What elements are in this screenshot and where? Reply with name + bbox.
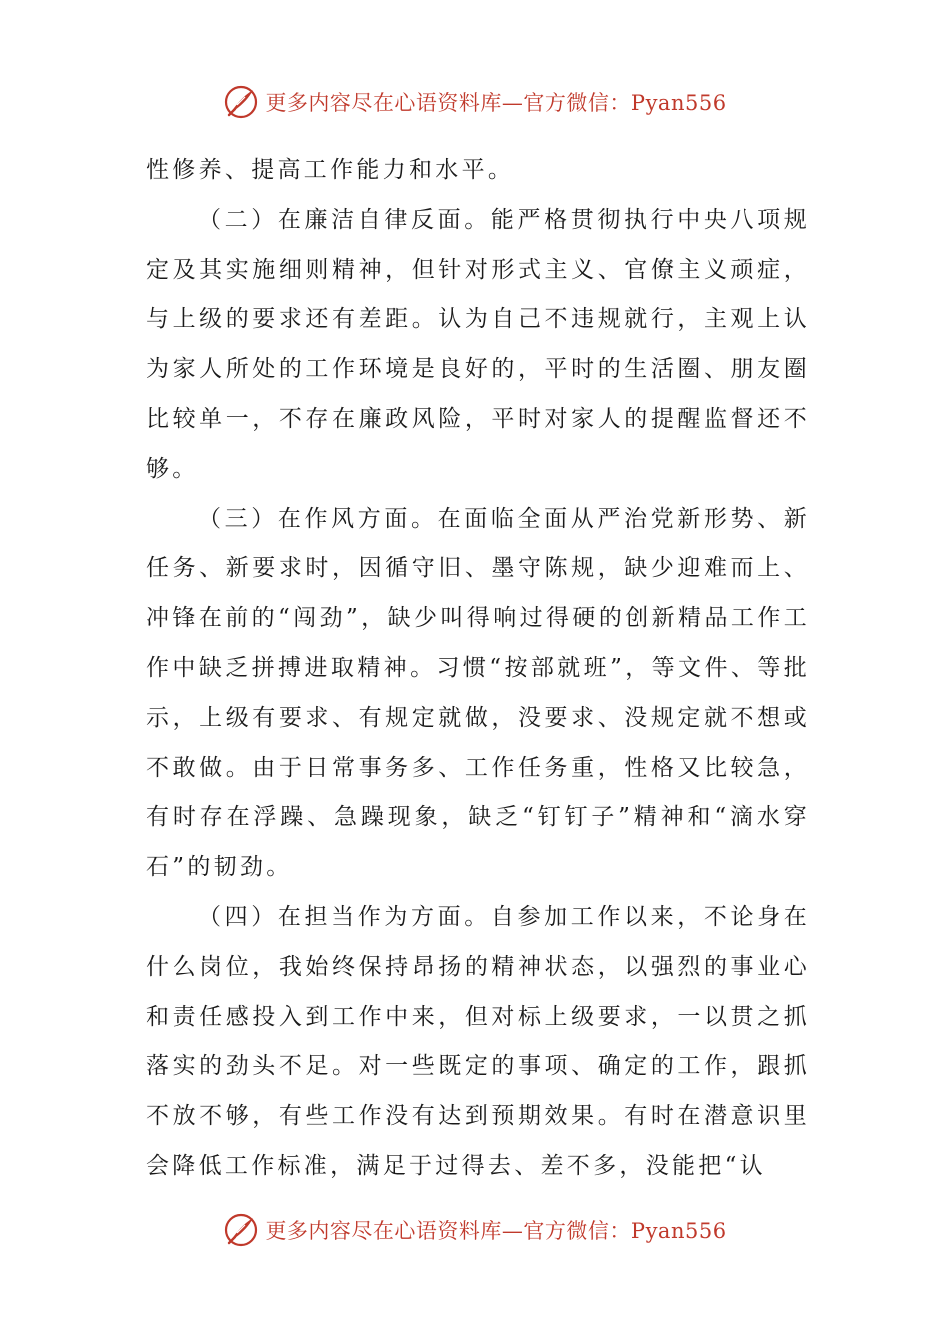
document-body — [146, 146, 810, 1192]
quill-logo-icon — [223, 84, 259, 120]
header-banner — [0, 80, 950, 124]
header-banner-text: 更多内容尽在心语资料库—官方微信：Pyan556 — [265, 91, 727, 115]
footer-banner-text: 更多内容尽在心语资料库—官方微信：Pyan556 — [265, 1219, 727, 1243]
paragraph-continuation: 性修养、提高工作能力和水平。 — [146, 157, 515, 183]
paragraph-integrity: （二）在廉洁自律反面。能严格贯彻执行中央八项规定及其实施细则精神，但针对形式主义、官僚主义顽症，与上级的要求还有差距。认为自己不违规就行，主观上认为家人所处的工作环境是良好的，平时的生活圈、朋友圈比较单一，不存在廉政风险，平时对家人的提醒监督还不够。 — [146, 206, 810, 482]
paragraph-responsibility: （四）在担当作为方面。自参加工作以来，不论身在什么岗位，我始终保持昂扬的精神状态，以强烈的事业心和责任感投入到工作中来，但对标上级要求，一以贯之抓落实的劲头不足。对一些既定的事项、确定的工作，跟抓不放不够，有些工作没有达到预期效果。有时在潜意识里会降低工作标准，满足于过得去、差不多，没能把“认 — [146, 903, 810, 1179]
paragraph-work-style: （三）在作风方面。在面临全面从严治党新形势、新任务、新要求时，因循守旧、墨守陈规，缺少迎难而上、冲锋在前的“闯劲”，缺少叫得响过得硬的创新精品工作工作中缺乏拼搏进取精神。习惯“按部就班”，等文件、等批示，上级有要求、有规定就做，没要求、没规定就不想或不敢做。由于日常事务多、工作任务重，性格又比较急，有时存在浮躁、急躁现象，缺乏“钉钉子”精神和“滴水穿石”的韧劲。 — [146, 505, 810, 881]
footer-banner — [0, 1208, 950, 1252]
quill-logo-icon — [223, 1212, 259, 1248]
